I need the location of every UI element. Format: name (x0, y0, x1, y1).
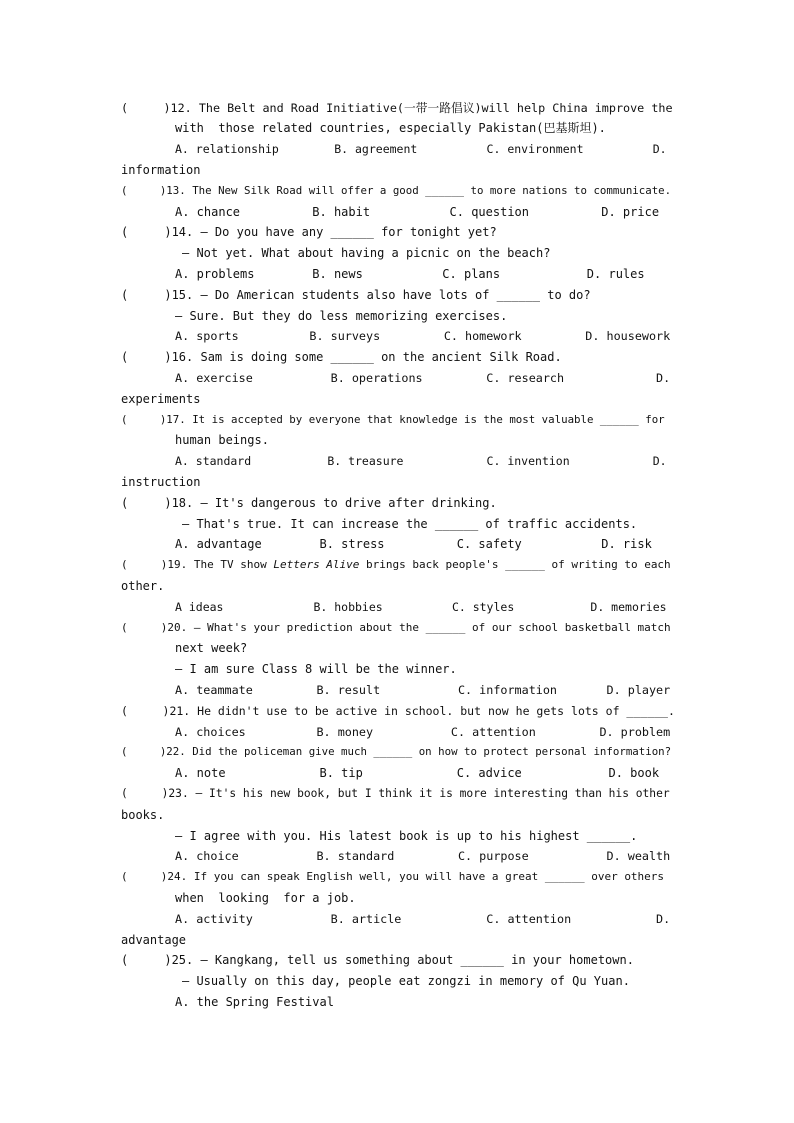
question-24-line-1: ( )24. If you can speak English well, you will have a great ______ over others (121, 870, 665, 883)
question-16-options-wrap: experiments (121, 392, 201, 406)
question-19-text-end: brings back people's ______ of writing to each (359, 558, 671, 571)
question-15-line-1: ( )15. — Do American students also have lots of ______ to do? (121, 288, 591, 302)
question-12-line-2: with those related countries, especially Pakistan(巴基斯坦). (175, 121, 606, 135)
question-20-options: A. teammate B. result C. information D. player (175, 683, 671, 697)
question-15-line-2: — Sure. But they do less memorizing exercises. (175, 309, 508, 323)
question-14-line-2: — Not yet. What about having a picnic on the beach? (182, 246, 551, 260)
question-25-line-1: ( )25. — Kangkang, tell us something about ______ in your hometown. (121, 953, 634, 967)
question-20-line-3: — I am sure Class 8 will be the winner. (175, 662, 457, 676)
question-18-line-2: — That's true. It can increase the ______ of traffic accidents. (182, 517, 638, 531)
question-22-line-1: ( )22. Did the policeman give much ______ on how to protect personal information? (121, 745, 672, 758)
question-23-line-3: — I agree with you. His latest book is up to his highest ______. (175, 829, 638, 843)
question-23-options: A. choice B. standard C. purpose D. wealth (175, 849, 671, 863)
question-14-line-1: ( )14. — Do you have any ______ for tonight yet? (121, 225, 497, 239)
question-20-line-2: next week? (175, 641, 248, 655)
question-21-line-1: ( )21. He didn't use to be active in school. but now he gets lots of ______. (121, 704, 675, 718)
question-12-line-1: ( )12. The Belt and Road Initiative(一带一路倡议)will help China improve the (121, 101, 673, 115)
question-25-options: A. the Spring Festival (175, 995, 334, 1009)
question-16-line-1: ( )16. Sam is doing some ______ on the ancient Silk Road. (121, 350, 562, 364)
question-16-options: A. exercise B. operations C. research D. (175, 371, 671, 385)
question-19-options: A ideas B. hobbies C. styles D. memories (175, 600, 667, 614)
question-19-line-2: other. (121, 579, 165, 593)
question-24-options: A. activity B. article C. attention D. (175, 912, 671, 926)
question-22-options: A. note B. tip C. advice D. book (175, 766, 660, 780)
question-18-options: A. advantage B. stress C. safety D. risk (175, 537, 652, 551)
question-20-line-1: ( )20. — What's your prediction about the ______ of our school basketball match (121, 621, 671, 634)
question-18-line-1: ( )18. — It's dangerous to drive after drinking. (121, 496, 497, 510)
question-19-line-1 (121, 558, 675, 572)
question-17-line-1: ( )17. It is accepted by everyone that knowledge is the most valuable ______ for (121, 413, 665, 426)
question-17-options: A. standard B. treasure C. invention D. (175, 454, 667, 468)
question-14-options: A. problems B. news C. plans D. rules (175, 267, 645, 281)
question-12-options: A. relationship B. agreement C. environment D. (175, 142, 667, 156)
question-19-text-start: ( )19. The TV show (121, 558, 274, 571)
question-23-line-1: ( )23. — It's his new book, but I think it is more interesting than his other (121, 787, 670, 800)
question-23-line-2: books. (121, 808, 165, 822)
show-title: Letters Alive (273, 558, 360, 571)
question-25-line-2: — Usually on this day, people eat zongzi in memory of Qu Yuan. (182, 974, 630, 988)
question-24-options-wrap: advantage (121, 933, 187, 947)
question-12-options-wrap: information (121, 163, 201, 177)
question-13-line-1: ( )13. The New Silk Road will offer a good ______ to more nations to communicate. (121, 184, 672, 197)
question-15-options: A. sports B. surveys C. homework D. housework (175, 329, 671, 343)
question-17-options-wrap: instruction (121, 475, 201, 489)
question-24-line-2: when looking for a job. (175, 891, 356, 905)
question-17-line-2: human beings. (175, 433, 269, 447)
question-13-options: A. chance B. habit C. question D. price (175, 205, 660, 219)
question-21-options: A. choices B. money C. attention D. problem (175, 725, 671, 739)
